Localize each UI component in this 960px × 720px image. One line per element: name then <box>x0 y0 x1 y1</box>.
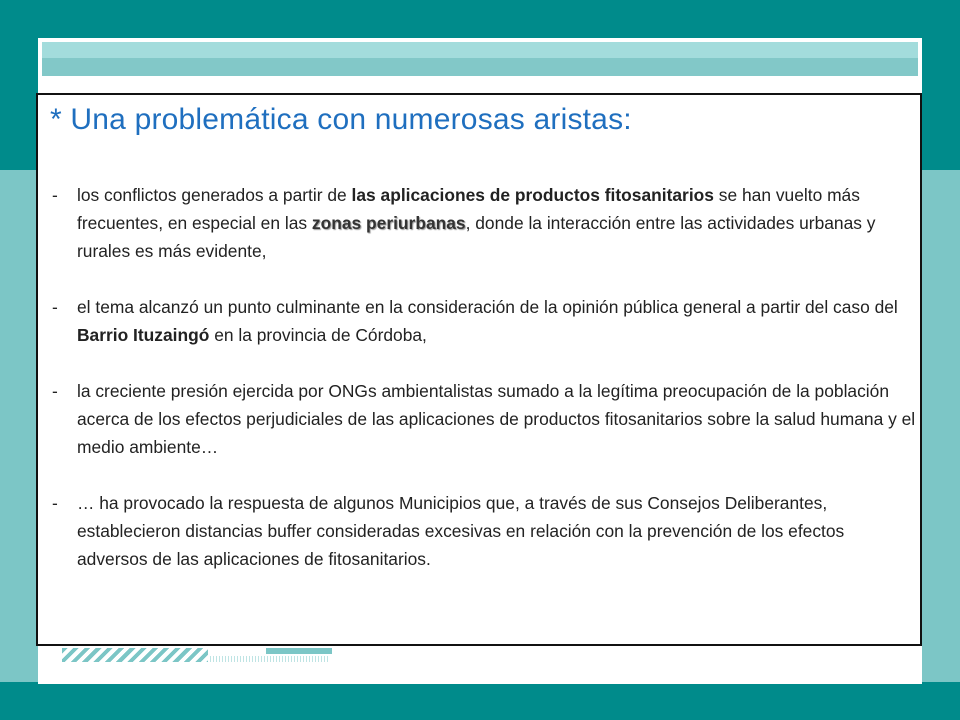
bullet-marker: - <box>52 493 58 513</box>
bullet-1-text-c: , donde la interacción entre las actividades urbanas y rurales es más evidente, <box>77 213 876 261</box>
bullet-1-text-b: se han vuelto más frecuentes, en especial en las <box>77 185 860 233</box>
bullet-3-text: la creciente presión ejercida por ONGs ambientalistas sumado a la legítima preocupación de la población acerca de los efectos perjudiciales de las aplicaciones de productos fitosanitarios sobre la salud humana y el medio ambiente… <box>77 381 916 457</box>
bullet-2-bold-a: Barrio Ituzaingó <box>77 325 210 345</box>
bullet-2-text-b: en la provincia de Córdoba, <box>209 325 427 345</box>
bullet-1-bold-a: las aplicaciones de productos fitosanitarios <box>351 185 714 205</box>
slide-title: * Una problemática con numerosas aristas: <box>50 103 632 136</box>
bullet-item-3 <box>48 377 918 461</box>
bullet-4-text: … ha provocado la respuesta de algunos Municipios que, a través de sus Consejos Deliberantes, establecieron distancias buffer consideradas excesivas en relación con la prevención de los efectos adversos de las aplicaciones de fitosanitarios. <box>77 493 845 569</box>
bullet-1-text-a: los conflictos generados a partir de <box>77 185 352 205</box>
header-strip-accent <box>42 58 918 76</box>
bullet-item-1 <box>48 181 918 265</box>
bullet-item-4 <box>48 489 918 573</box>
bullet-marker: - <box>52 297 58 317</box>
bullet-marker: - <box>52 185 58 205</box>
bullet-2-text-a: el tema alcanzó un punto culminante en la consideración de la opinión pública general a partir del caso del <box>77 297 898 317</box>
decorative-dots <box>210 656 330 662</box>
background-band-bottom <box>0 682 960 720</box>
decorative-hatch <box>62 648 208 662</box>
content-text-box <box>36 93 922 646</box>
bullet-marker: - <box>52 381 58 401</box>
bullet-list <box>48 181 918 601</box>
bullet-item-2 <box>48 293 918 349</box>
decorative-bar <box>266 648 332 654</box>
bullet-1-bold-b: zonas periurbanas <box>311 213 466 233</box>
